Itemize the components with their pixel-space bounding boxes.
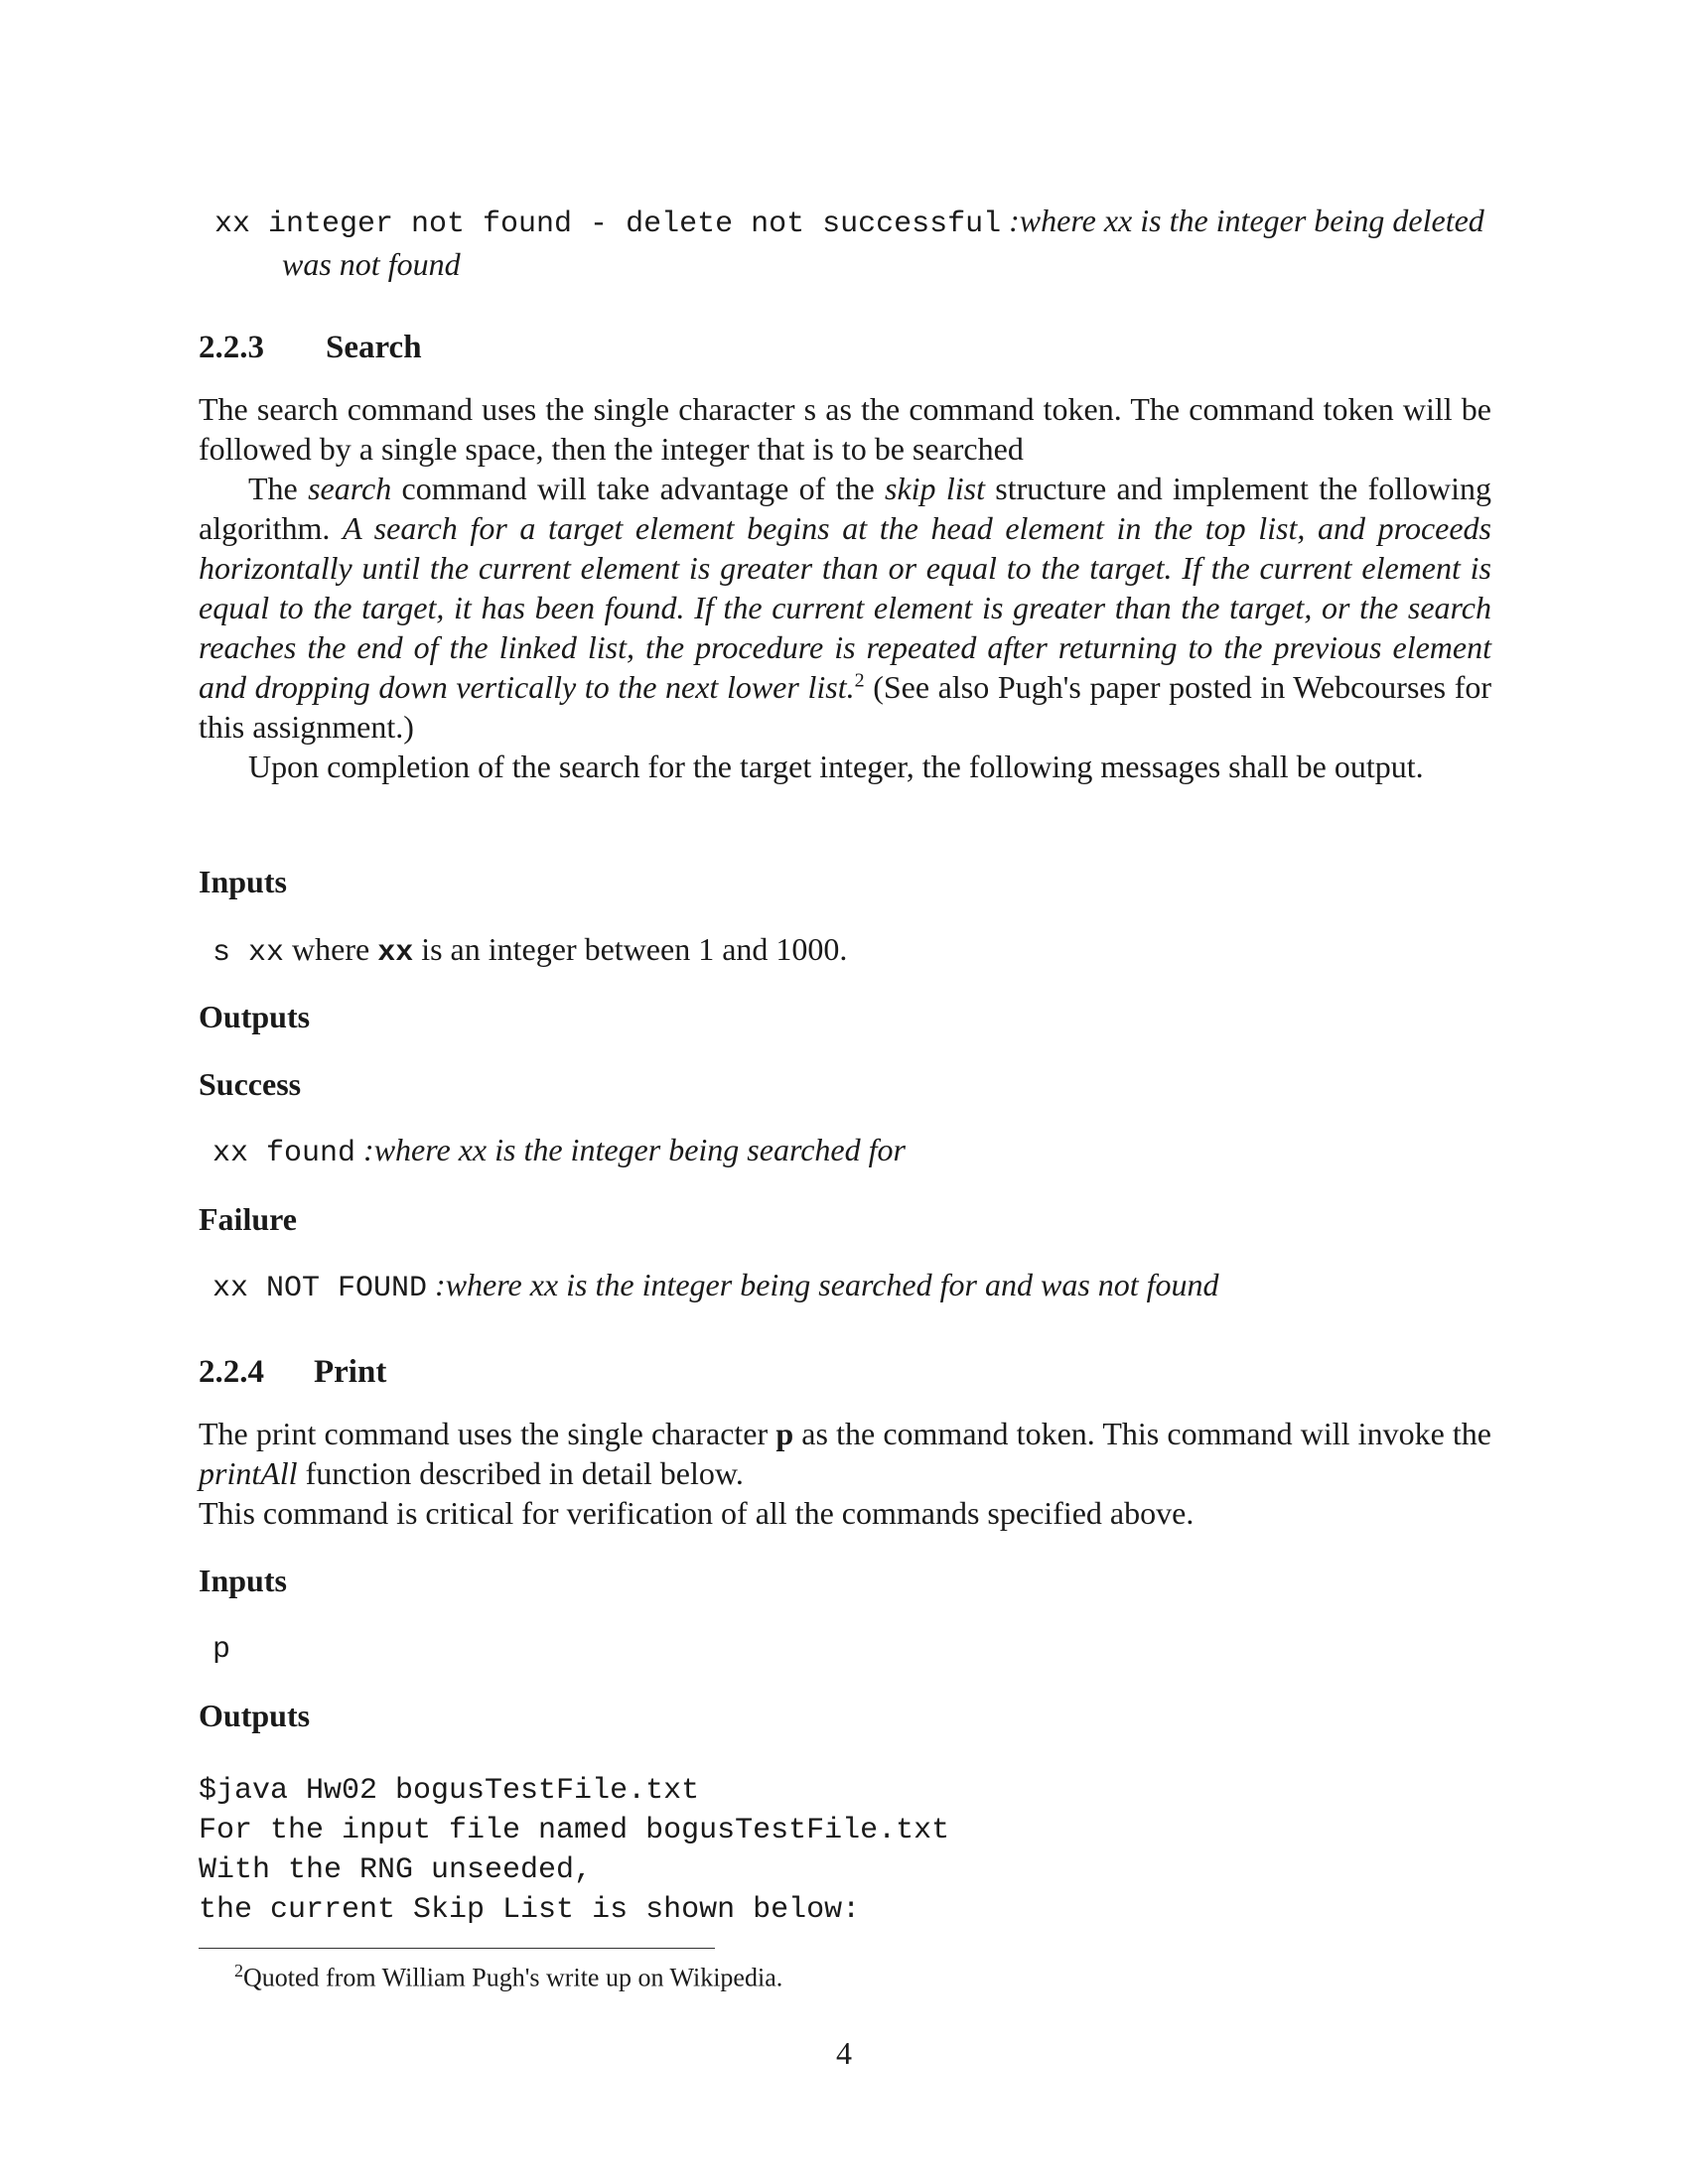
print-paragraph-2: This command is critical for verification of all the commands specified above. bbox=[199, 1495, 1195, 1531]
output-line: For the input file named bogusTestFile.txt bbox=[199, 1814, 950, 1847]
search-failure-message bbox=[212, 1265, 1505, 1308]
text-run: command will take advantage of the bbox=[391, 471, 885, 506]
output-line: With the RNG unseeded, bbox=[199, 1853, 593, 1887]
output-line: the current Skip List is shown below: bbox=[199, 1893, 861, 1927]
footnote-text: Quoted from William Pugh's write up on Wikipedia. bbox=[243, 1963, 783, 1992]
footnote-mark: 2 bbox=[234, 1961, 243, 1980]
search-inputs-heading: Inputs bbox=[199, 864, 287, 899]
success-note: :where xx is the integer being searched for bbox=[355, 1132, 906, 1167]
search-outputs-heading: Outputs bbox=[199, 999, 311, 1034]
delete-failure-note-cont: was not found bbox=[282, 246, 461, 282]
section-title: Print bbox=[314, 1354, 387, 1390]
search-failure-heading: Failure bbox=[199, 1201, 297, 1237]
search-success-message bbox=[212, 1130, 1505, 1173]
text-run: where bbox=[284, 931, 378, 967]
delete-failure-code: xx integer not found - delete not successful bbox=[214, 207, 1002, 241]
print-input-code: p bbox=[212, 1633, 231, 1667]
section-number: 2.2.3 bbox=[199, 330, 264, 365]
print-outputs-heading: Outputs bbox=[199, 1698, 311, 1733]
text-run: The bbox=[248, 471, 309, 506]
input-code: s xx bbox=[212, 936, 285, 970]
print-paragraph-1 bbox=[199, 1414, 1491, 1493]
failure-code: xx NOT FOUND bbox=[212, 1272, 428, 1305]
footnote-divider bbox=[199, 1948, 715, 1949]
search-paragraph-3: Upon completion of the search for the target integer, the following messages shall be output. bbox=[248, 749, 1424, 784]
page-number: 4 bbox=[836, 2035, 852, 2071]
input-var: xx bbox=[377, 936, 414, 970]
failure-note: :where xx is the integer being searched for and was not found bbox=[427, 1267, 1219, 1302]
command-token: p bbox=[775, 1416, 794, 1451]
search-input-spec bbox=[212, 929, 1505, 973]
success-code: xx found bbox=[212, 1137, 356, 1170]
section-heading-search bbox=[199, 328, 422, 367]
text-run: (See also Pugh's paper posted in Webcourses for this assignment.) bbox=[199, 669, 1491, 745]
section-title: Search bbox=[326, 330, 422, 365]
text-run: is an integer between 1 and 1000. bbox=[413, 931, 848, 967]
delete-failure-note: :where xx is the integer being deleted bbox=[1001, 203, 1484, 238]
algorithm-quote: A search for a target element begins at the head element in the top list, and proceeds horizontally until the current element is greater than or equal to the target. If the current element is equal to the target, it has been found. If the current element is greater than the target, or the search reaches the end of the linked list, the procedure is repeated after returning to the previous element and dropping down vertically to the next lower list. bbox=[199, 510, 1492, 705]
search-paragraph-2 bbox=[199, 469, 1491, 747]
search-success-heading: Success bbox=[199, 1066, 302, 1102]
function-name: printAll bbox=[199, 1455, 298, 1491]
text-run: as the command token. This command will invoke the bbox=[793, 1416, 1492, 1451]
text-run: function described in detail below. bbox=[297, 1455, 744, 1491]
footnote bbox=[234, 1954, 782, 1995]
output-line: $java Hw02 bogusTestFile.txt bbox=[199, 1774, 700, 1808]
section-heading-print bbox=[199, 1352, 386, 1392]
section-number: 2.2.4 bbox=[199, 1354, 264, 1390]
print-inputs-heading: Inputs bbox=[199, 1563, 287, 1598]
term-skip-list: skip list bbox=[885, 471, 985, 506]
text-run: The print command uses the single character bbox=[199, 1416, 776, 1451]
delete-failure-message bbox=[199, 201, 1575, 284]
footnote-ref: 2 bbox=[854, 669, 865, 692]
search-paragraph-1: The search command uses the single character s as the command token. The command token will be followed by a single space, then the integer that is to be searched bbox=[199, 391, 1491, 467]
text-run: structure and implement the following algorithm. bbox=[199, 471, 1492, 546]
term-search: search bbox=[308, 471, 392, 506]
